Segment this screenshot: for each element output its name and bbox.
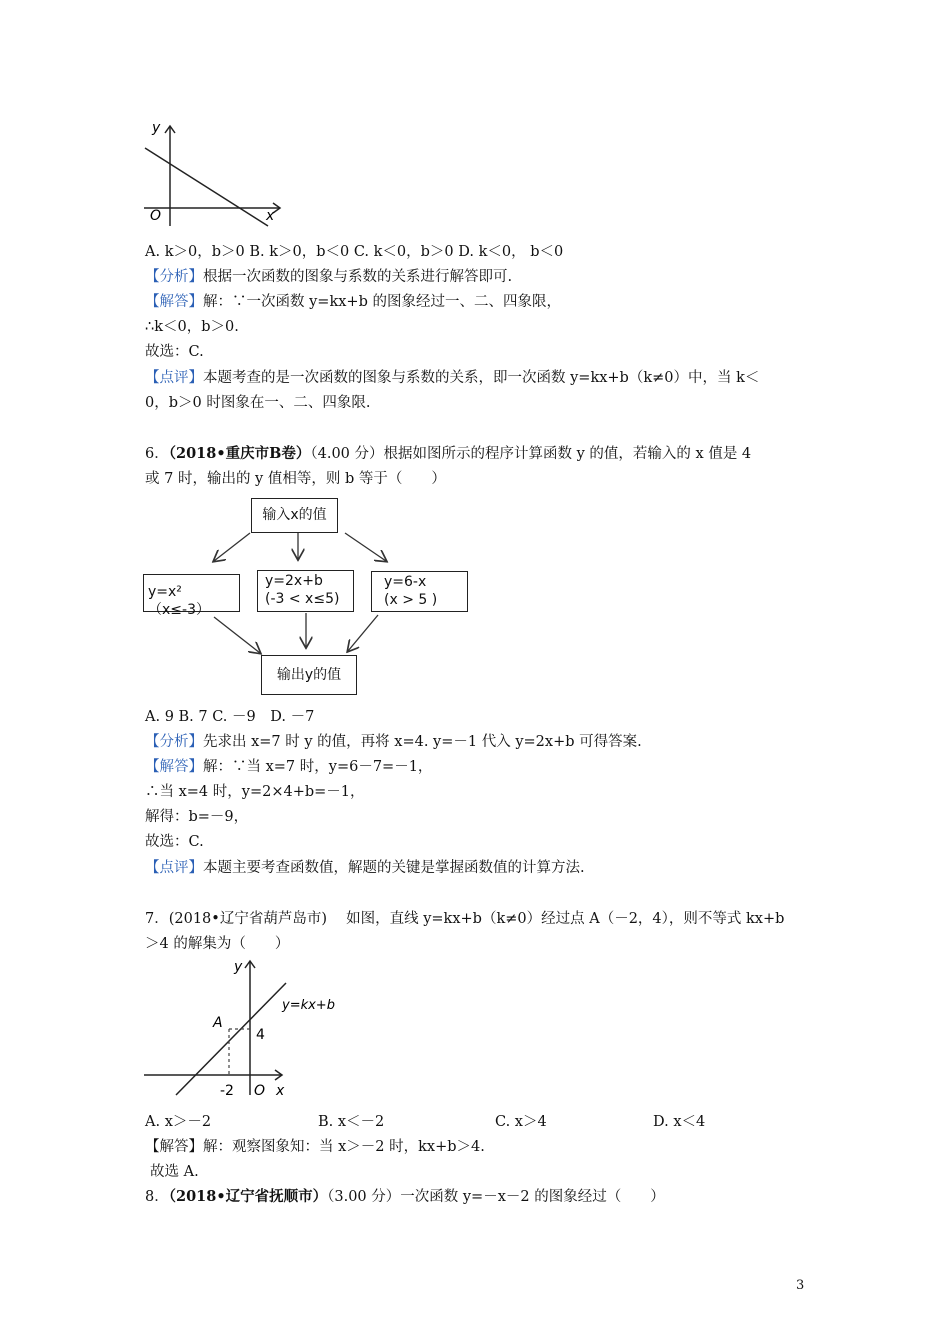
q7-answer-2: 故选 A. <box>150 1164 199 1180</box>
q7-option-c: C. x＞4 <box>495 1114 547 1130</box>
q6-answer-4: 故选：C. <box>145 834 204 850</box>
q7-y-axis-label: y <box>234 959 243 975</box>
q7-option-d: D. x＜4 <box>653 1114 706 1130</box>
q8-header: 8．（2018•辽宁省抚顺市）（3.00 分）一次函数 y=－x－2 的图象经过（ ） <box>145 1188 665 1205</box>
q6-answer-3: 解得：b=－9， <box>145 809 249 825</box>
flow-output-box: 输出y的值 <box>261 655 357 695</box>
q5-answer-1: 【解答】解：∵一次函数 y=kx+b 的图象经过一、二、四象限， <box>145 294 561 310</box>
q6-answer-1: 【解答】解：∵当 x=7 时，y=6－7=－1， <box>145 759 433 775</box>
q6-header-1: 6．（2018•重庆市B卷）（4.00 分）根据如图所示的程序计算函数 y 的值，若输入的 x 值是 4 <box>145 445 752 462</box>
q6-header-2: 或 7 时，输出的 y 值相等，则 b 等于（ ） <box>145 471 446 487</box>
q5-graph <box>140 118 290 230</box>
q7-header-2: ＞4 的解集为（ ） <box>145 936 290 952</box>
q5-answer-2: ∴k＜0，b＞0. <box>145 319 239 335</box>
page-number: 3 <box>796 1278 805 1293</box>
q6-options: A. 9 B. 7 C. －9 D. －7 <box>145 709 315 725</box>
flow-mid-box: y=2x+b (-3 < x≤5) <box>257 570 354 612</box>
q5-analysis: 【分析】根据一次函数的图象与系数的关系进行解答即可. <box>145 269 513 285</box>
q7-origin-label: O <box>254 1083 266 1099</box>
q6-answer-2: ∴当 x=4 时，y=2×4+b=－1， <box>145 784 365 800</box>
q7-option-b: B. x＜－2 <box>318 1114 385 1130</box>
flow-input-box: 输入x的值 <box>251 498 338 533</box>
y-axis-label: y <box>152 120 161 136</box>
flow-left-box: y=x² （x≤-3） <box>143 574 240 612</box>
q7-x-tick-neg2: -2 <box>220 1083 234 1099</box>
x-axis-label: x <box>266 208 275 224</box>
q5-answer-3: 故选：C. <box>145 344 204 360</box>
q7-option-a: A. x＞－2 <box>145 1114 212 1130</box>
q5-options: A. k＞0，b＞0 B. k＞0，b＜0 C. k＜0，b＞0 D. k＜0， b＜0 <box>145 244 564 260</box>
q6-analysis: 【分析】先求出 x=7 时 y 的值，再将 x=4. y=－1 代入 y=2x+b 可得答案. <box>145 734 642 750</box>
q7-line-label: y=kx+b <box>282 998 335 1013</box>
q6-comment: 【点评】本题主要考查函数值，解题的关键是掌握函数值的计算方法. <box>145 860 585 876</box>
q7-header-1: 7．(2018•辽宁省葫芦岛市) 如图，直线 y=kx+b（k≠0）经过点 A（－2，4），则不等式 kx+b <box>145 911 785 927</box>
q5-comment-2: 0，b＞0 时图象在一、二、四象限. <box>145 395 371 411</box>
flow-right-box: y=6-x (x > 5 ) <box>371 571 468 612</box>
q7-answer-1: 【解答】解：观察图象知：当 x＞－2 时，kx+b＞4. <box>145 1139 485 1155</box>
q7-y-tick-4: 4 <box>256 1027 265 1043</box>
q7-point-a-label: A <box>213 1015 223 1031</box>
origin-label: O <box>150 208 162 224</box>
q7-graph <box>140 955 350 1100</box>
q7-x-axis-label: x <box>276 1083 285 1099</box>
q5-comment-1: 【点评】本题考查的是一次函数的图象与系数的关系，即一次函数 y=kx+b（k≠0）中，当 k＜ <box>145 370 760 386</box>
